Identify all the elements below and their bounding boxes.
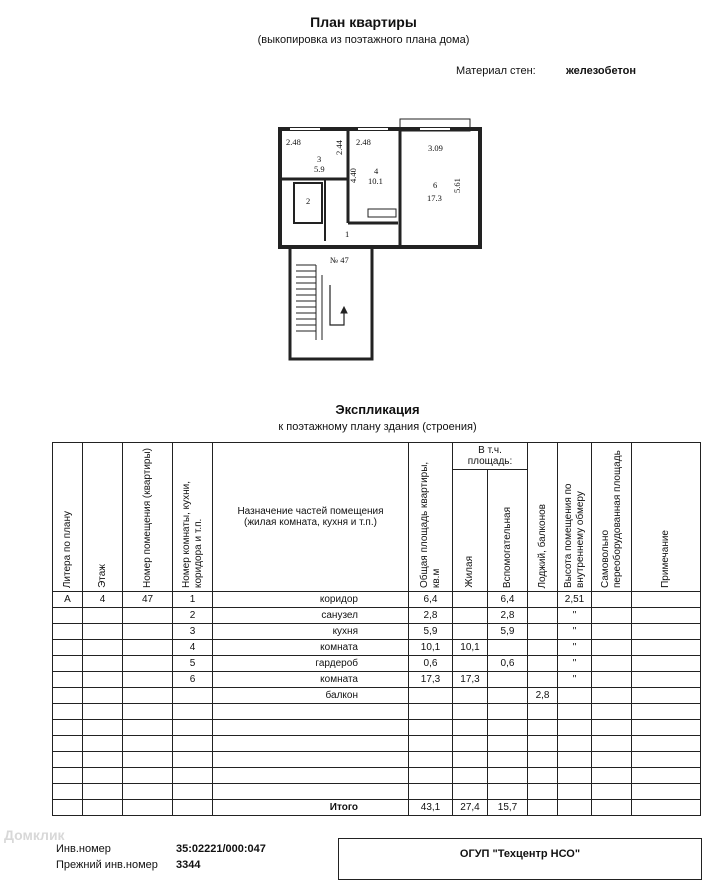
table-cell	[53, 640, 83, 656]
table-cell	[83, 784, 123, 800]
table-cell	[528, 752, 558, 768]
table-cell: 5,9	[409, 624, 453, 640]
table-cell	[213, 768, 409, 784]
explication-subtitle: к поэтажному плану здания (строения)	[278, 421, 477, 433]
room-number: 2	[306, 196, 311, 206]
table-cell	[632, 720, 701, 736]
room-area: 17.3	[427, 193, 442, 203]
table-cell	[213, 736, 409, 752]
table-cell	[592, 640, 632, 656]
table-cell: 0,6	[488, 656, 528, 672]
table-cell	[592, 592, 632, 608]
header-unauth: Самовольно переоборудованная площадь	[592, 443, 632, 592]
table-cell	[83, 688, 123, 704]
table-cell	[592, 768, 632, 784]
table-cell: "	[558, 608, 592, 624]
room-number: 3	[317, 154, 322, 164]
table-cell	[123, 784, 173, 800]
table-cell: 4	[173, 640, 213, 656]
table-cell	[53, 688, 83, 704]
header-height: Высота помещения по внутреннему обмеру	[558, 443, 592, 592]
table-cell: 5	[173, 656, 213, 672]
table-cell	[83, 640, 123, 656]
table-cell	[488, 672, 528, 688]
table-cell	[528, 592, 558, 608]
page-title: План квартиры	[310, 14, 417, 30]
table-cell: Итого	[213, 800, 409, 816]
apartment-outline	[280, 129, 480, 247]
table-cell	[409, 704, 453, 720]
table-cell	[453, 752, 488, 768]
table-cell	[632, 752, 701, 768]
table-cell	[453, 592, 488, 608]
table-cell	[558, 736, 592, 752]
table-cell	[213, 720, 409, 736]
table-cell	[53, 720, 83, 736]
inv-value: 35:02221/000:047	[176, 843, 266, 855]
table-cell	[592, 672, 632, 688]
table-cell	[558, 800, 592, 816]
table-cell	[409, 752, 453, 768]
table-cell	[83, 800, 123, 816]
table-cell	[528, 624, 558, 640]
table-cell	[123, 736, 173, 752]
table-cell	[53, 800, 83, 816]
arrow-head-icon	[341, 307, 347, 313]
dim-label: 3.09	[428, 143, 443, 153]
header-incl: В т.ч. площадь:	[453, 443, 528, 470]
table-cell	[123, 768, 173, 784]
table-cell	[632, 784, 701, 800]
table-cell	[123, 656, 173, 672]
room-area: 10.1	[368, 176, 383, 186]
table-cell	[592, 704, 632, 720]
table-cell	[488, 704, 528, 720]
table-row	[53, 656, 701, 672]
table-cell	[83, 768, 123, 784]
header-floor: Этаж	[83, 443, 123, 592]
explication-title: Экспликация	[335, 402, 420, 417]
table-row-empty	[53, 720, 701, 736]
dim-label: 2.48	[286, 137, 301, 147]
table-cell	[213, 752, 409, 768]
table-cell: 3	[173, 624, 213, 640]
table-cell	[528, 704, 558, 720]
table-cell	[558, 720, 592, 736]
table-row	[53, 608, 701, 624]
table-cell	[83, 656, 123, 672]
table-cell: 15,7	[488, 800, 528, 816]
table-cell: 17,3	[409, 672, 453, 688]
header-litera: Литера по плану	[53, 443, 83, 592]
table-row	[53, 592, 701, 608]
apartment-number: № 47	[330, 255, 349, 265]
table-row-empty	[53, 736, 701, 752]
table-cell	[173, 720, 213, 736]
table-cell	[53, 736, 83, 752]
table-cell	[528, 800, 558, 816]
table-cell	[592, 736, 632, 752]
header-note: Примечание	[632, 443, 701, 592]
table-cell	[488, 752, 528, 768]
table-row	[53, 640, 701, 656]
header-living: Жилая	[453, 470, 488, 592]
table-cell	[53, 624, 83, 640]
header-room: Номер комнаты, кухни, коридора и т.п.	[173, 443, 213, 592]
table-cell	[53, 608, 83, 624]
table-cell	[173, 704, 213, 720]
table-cell	[123, 640, 173, 656]
table-cell: кухня	[213, 624, 409, 640]
table-cell: 1	[173, 592, 213, 608]
table-cell: коридор	[213, 592, 409, 608]
page-subtitle: (выкопировка из поэтажного плана дома)	[257, 34, 470, 46]
table-cell	[409, 768, 453, 784]
table-cell: балкон	[213, 688, 409, 704]
closet-box	[368, 209, 396, 217]
table-cell	[632, 656, 701, 672]
room-number: 6	[433, 180, 438, 190]
table-cell	[558, 688, 592, 704]
table-row	[53, 672, 701, 688]
table-cell	[123, 688, 173, 704]
table-cell: 2,8	[409, 608, 453, 624]
table-cell: 10,1	[409, 640, 453, 656]
table-cell: гардероб	[213, 656, 409, 672]
table-cell	[53, 704, 83, 720]
table-cell	[558, 784, 592, 800]
table-cell	[488, 768, 528, 784]
table-cell	[488, 688, 528, 704]
table-cell	[558, 752, 592, 768]
table-cell	[83, 672, 123, 688]
table-cell: 27,4	[453, 800, 488, 816]
stairs	[296, 265, 322, 340]
header-aux: Вспомогательная	[488, 470, 528, 592]
table-cell	[123, 752, 173, 768]
table-cell	[53, 784, 83, 800]
stair-arrow	[330, 285, 344, 325]
table-cell	[453, 704, 488, 720]
dim-label: 2.48	[356, 137, 371, 147]
table-cell	[488, 720, 528, 736]
table-cell	[558, 704, 592, 720]
room-area: 5.9	[314, 164, 325, 174]
table-cell	[632, 768, 701, 784]
table-cell	[123, 704, 173, 720]
table-cell	[173, 800, 213, 816]
table-cell	[632, 704, 701, 720]
table-cell	[592, 688, 632, 704]
table-cell	[173, 688, 213, 704]
table-row-empty	[53, 784, 701, 800]
table-cell: комната	[213, 672, 409, 688]
table-cell	[409, 736, 453, 752]
table-cell	[53, 752, 83, 768]
table-cell	[528, 720, 558, 736]
table-cell	[453, 624, 488, 640]
table-cell	[558, 768, 592, 784]
table-cell: 10,1	[453, 640, 488, 656]
table-cell	[453, 720, 488, 736]
table-cell: "	[558, 672, 592, 688]
table-cell	[83, 608, 123, 624]
table-cell	[592, 624, 632, 640]
table-cell: 0,6	[409, 656, 453, 672]
table-cell: 6,4	[488, 592, 528, 608]
table-cell	[632, 592, 701, 608]
table-cell	[488, 640, 528, 656]
table-cell	[488, 736, 528, 752]
table-row-total	[53, 800, 701, 816]
table-cell	[453, 656, 488, 672]
table-cell: 5,9	[488, 624, 528, 640]
table-cell	[173, 768, 213, 784]
table-cell	[409, 720, 453, 736]
dim-label: 5.61	[452, 178, 462, 193]
table-cell: 6	[173, 672, 213, 688]
table-cell	[53, 672, 83, 688]
table-cell	[528, 656, 558, 672]
table-row-empty	[53, 704, 701, 720]
explication-rows	[53, 592, 701, 816]
material-value: железобетон	[566, 65, 637, 77]
table-cell	[592, 800, 632, 816]
table-cell	[213, 784, 409, 800]
table-cell	[213, 704, 409, 720]
table-cell	[53, 656, 83, 672]
table-cell	[409, 784, 453, 800]
table-cell	[123, 800, 173, 816]
table-cell	[528, 784, 558, 800]
table-cell: 47	[123, 592, 173, 608]
table-cell: "	[558, 640, 592, 656]
table-cell: 4	[83, 592, 123, 608]
header-total: Общая площадь квартиры, кв.м	[409, 443, 453, 592]
table-cell	[173, 784, 213, 800]
table-cell: санузел	[213, 608, 409, 624]
table-cell	[528, 736, 558, 752]
floor-plan	[270, 115, 490, 370]
explication-table	[52, 442, 700, 816]
room-number: 1	[345, 229, 350, 239]
inv-label: Инв.номер	[56, 843, 111, 855]
material-label: Материал стен:	[456, 65, 536, 77]
table-cell: 6,4	[409, 592, 453, 608]
table-cell	[632, 640, 701, 656]
table-cell	[453, 688, 488, 704]
table-cell	[83, 624, 123, 640]
table-cell	[632, 800, 701, 816]
prev-inv-value: 3344	[176, 859, 201, 871]
table-cell	[83, 720, 123, 736]
table-cell	[123, 720, 173, 736]
org-name: ОГУП "Техцентр НСО"	[459, 848, 581, 860]
table-cell: 17,3	[453, 672, 488, 688]
table-cell	[123, 672, 173, 688]
table-cell	[528, 640, 558, 656]
table-cell	[592, 752, 632, 768]
dim-label: 2.44	[334, 140, 344, 155]
header-purpose: Назначение частей помещения (жилая комната, кухня и т.п.)	[213, 443, 409, 592]
watermark-logo: Домклик	[4, 827, 65, 843]
table-cell: 2,8	[488, 608, 528, 624]
table-cell	[528, 672, 558, 688]
table-cell	[123, 624, 173, 640]
table-cell: 2	[173, 608, 213, 624]
table-cell: 2,8	[528, 688, 558, 704]
table-cell	[592, 784, 632, 800]
table-cell	[632, 688, 701, 704]
table-cell: 2,51	[558, 592, 592, 608]
table-cell	[83, 752, 123, 768]
table-row-empty	[53, 768, 701, 784]
table-cell	[632, 736, 701, 752]
room-number: 4	[374, 166, 379, 176]
table-cell	[632, 672, 701, 688]
table-cell: комната	[213, 640, 409, 656]
header-balcony: Лоджий, балконов	[528, 443, 558, 592]
table-cell	[83, 704, 123, 720]
table-cell: "	[558, 656, 592, 672]
table-cell	[453, 784, 488, 800]
table-cell	[53, 768, 83, 784]
table-cell	[123, 608, 173, 624]
table-row-empty	[53, 752, 701, 768]
table-cell	[173, 736, 213, 752]
table-cell	[409, 688, 453, 704]
table-cell	[83, 736, 123, 752]
table-row	[53, 624, 701, 640]
header-apt: Номер помещения (квартиры)	[123, 443, 173, 592]
prev-inv-label: Прежний инв.номер	[56, 859, 158, 871]
table-cell	[592, 720, 632, 736]
table-cell	[488, 784, 528, 800]
table-cell	[528, 768, 558, 784]
table-cell: А	[53, 592, 83, 608]
table-cell	[592, 656, 632, 672]
table-row	[53, 688, 701, 704]
table-cell	[453, 768, 488, 784]
table-cell	[632, 608, 701, 624]
table-cell	[173, 752, 213, 768]
dim-label: 4.40	[348, 168, 358, 183]
table-cell: 43,1	[409, 800, 453, 816]
table-cell	[453, 608, 488, 624]
table-cell	[632, 624, 701, 640]
table-cell	[528, 608, 558, 624]
table-cell	[453, 736, 488, 752]
table-cell: "	[558, 624, 592, 640]
table-cell	[592, 608, 632, 624]
